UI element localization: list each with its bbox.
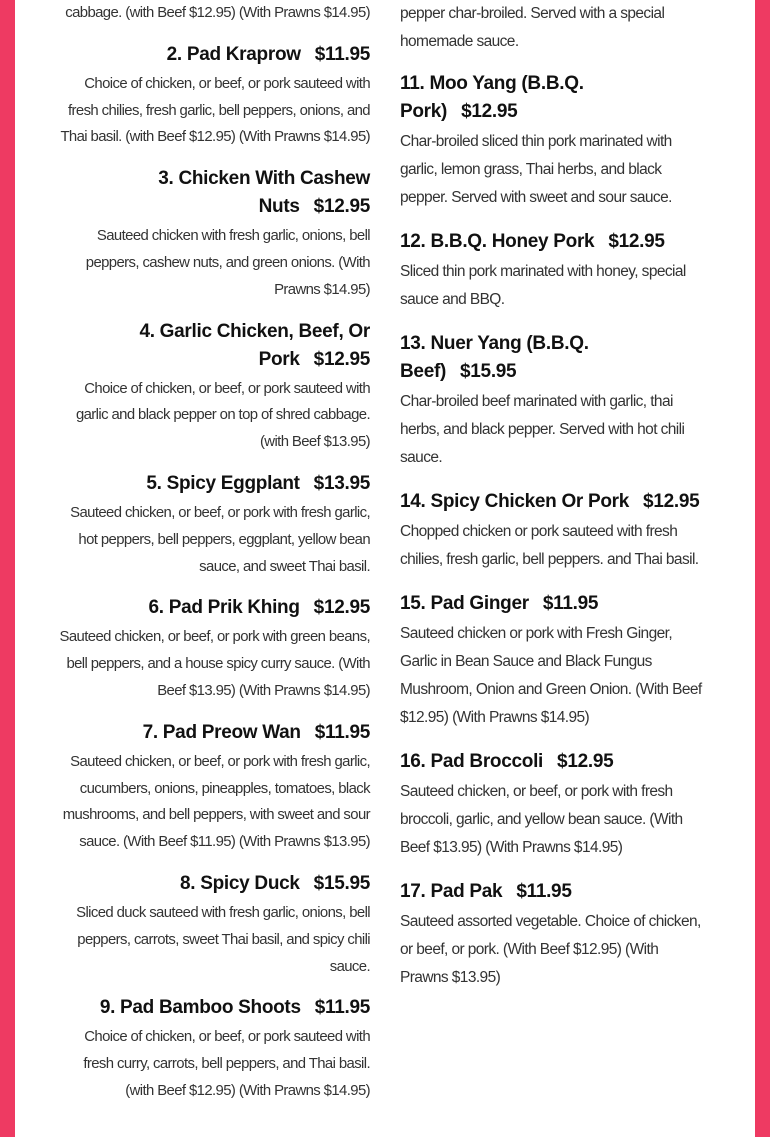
menu-item-title [400,748,705,776]
menu-item [400,228,705,314]
menu-item-title [400,228,705,256]
item-name: 7. Pad Preow Wan [142,721,301,743]
menu-item [400,878,705,992]
menu-item [54,870,370,980]
item-name: 17. Pad Pak [400,881,503,902]
item-description: Sauteed chicken, or beef, or pork with green beans, bell peppers, and a house spicy curry sauce. (With Beef $13.95) (With Prawns $14.95) [59,629,370,699]
right-border [755,0,770,1137]
item-description: Sauteed chicken with fresh garlic, onions, bell peppers, cashew nuts, and green onions. (With Prawns $14.95) [85,228,370,298]
item-name: 3. Chicken With Cashew Nuts [158,168,370,218]
item-name: 6. Pad Prik Khing [148,597,300,619]
menu-item [54,165,370,303]
item-description: Sauteed assorted vegetable. Choice of chicken, or beef, or pork. (With Beef $12.95) (With Prawns $13.95) [400,913,701,986]
item-price: $11.95 [314,997,370,1019]
item-price: $15.95 [313,872,370,894]
item-price: $15.95 [460,361,517,382]
left-border [0,0,15,1137]
menu-item [54,994,370,1104]
item-price: $12.95 [313,348,370,370]
menu-item [54,594,370,704]
menu-item-title [54,994,370,1022]
item-description: Choice of chicken, or beef, or pork sauteed with fresh curry, carrots, bell peppers, and Thai basil. (with Beef $12.95) (With Prawns $14.95) [83,1029,370,1099]
item-description: Sauteed chicken, or beef, or pork with fresh broccoli, garlic, and yellow bean sauce. (With Beef $13.95) (With Prawns $14.95) [400,783,683,856]
menu-item-title [54,470,370,498]
item-description: Choice of chicken, or beef, or pork sauteed with fresh chilies, fresh garlic, bell peppers, onions, and Thai basil. (with Beef $12.95) (With Prawns $14.95) [60,75,370,146]
menu-item [400,488,705,574]
item-description: Sauteed chicken or pork with Fresh Ginger, Garlic in Bean Sauce and Black Fungus Mushroom, Onion and Green Onion. (With Beef $12.95) (With Prawns $14.95) [400,625,702,726]
continued-description: pepper char-broiled. Served with a special homemade sauce. [400,5,665,50]
item-price: $12.95 [608,231,665,252]
item-description: Sauteed chicken, or beef, or pork with fresh garlic, cucumbers, onions, pineapples, tomatoes, black mushrooms, and bell peppers, with sweet and sour sauce. (With Beef $11.95) (With Prawns $13.95) [62,753,370,851]
item-price: $11.95 [314,721,370,743]
item-description: Sliced thin pork marinated with honey, special sauce and BBQ. [400,263,686,308]
menu-item [400,70,705,212]
menu-item [400,748,705,862]
menu-item-title [400,330,705,386]
menu-item-title [400,878,705,906]
menu-item [400,330,705,472]
item-name: 13. Nuer Yang (B.B.Q. Beef) [400,333,589,382]
menu-item-title [54,594,370,622]
item-price: $11.95 [314,43,370,65]
item-name: 8. Spicy Duck [180,872,300,894]
item-name: 5. Spicy Eggplant [146,472,300,494]
item-name: 16. Pad Broccoli [400,751,544,772]
menu-item-title [400,70,705,126]
menu-item [54,719,370,856]
item-name: 4. Garlic Chicken, Beef, Or Pork [139,320,370,370]
menu-item [54,41,370,151]
item-price: $12.95 [313,597,370,619]
item-description: Chopped chicken or pork sauteed with fresh chilies, fresh garlic, bell peppers. and Thai basil. [400,523,699,568]
item-price: $11.95 [516,881,572,902]
item-description: Char-broiled sliced thin pork marinated with garlic, lemon grass, Thai herbs, and black pepper. Served with sweet and sour sauce. [400,133,672,206]
item-description: Char-broiled beef marinated with garlic, thai herbs, and black pepper. Served with hot chili sauce. [400,393,685,466]
menu-item [54,318,370,456]
menu-item [54,470,370,580]
item-description: Choice of chicken, or beef, or pork sauteed with garlic and black pepper on top of shred cabbage.(with Beef $13.95) [75,380,370,451]
right-menu-column [400,0,705,1008]
menu-item-title [54,165,370,221]
left-menu-column [54,0,370,1119]
item-name: 15. Pad Ginger [400,593,529,614]
menu-item-title [54,318,370,374]
item-name: 2. Pad Kraprow [166,43,301,65]
item-name: 12. B.B.Q. Honey Pork [400,231,595,252]
menu-item-title [54,719,370,747]
continued-description: cabbage. (with Beef $12.95) (With Prawns $14.95) [65,5,370,21]
item-price: $13.95 [313,472,370,494]
item-description: Sauteed chicken, or beef, or pork with fresh garlic, hot peppers, bell peppers, eggplant, yellow bean sauce, and sweet Thai basil. [70,504,370,575]
menu-item-title [400,590,705,618]
item-price: $12.95 [313,196,370,218]
item-price: $12.95 [557,751,614,772]
item-price: $12.95 [461,101,518,122]
item-description: Sliced duck sauteed with fresh garlic, onions, bell peppers, carrots, sweet Thai basil, and spicy chili sauce. [76,904,370,975]
item-price: $11.95 [542,593,599,614]
menu-item-title [54,41,370,69]
item-name: 9. Pad Bamboo Shoots [99,997,301,1019]
menu-item-title [54,870,370,898]
item-name: 11. Moo Yang (B.B.Q. Pork) [400,73,584,122]
item-name: 14. Spicy Chicken Or Pork [400,491,630,512]
menu-item [400,590,705,732]
menu-item-title [400,488,705,516]
item-price: $12.95 [643,491,700,512]
